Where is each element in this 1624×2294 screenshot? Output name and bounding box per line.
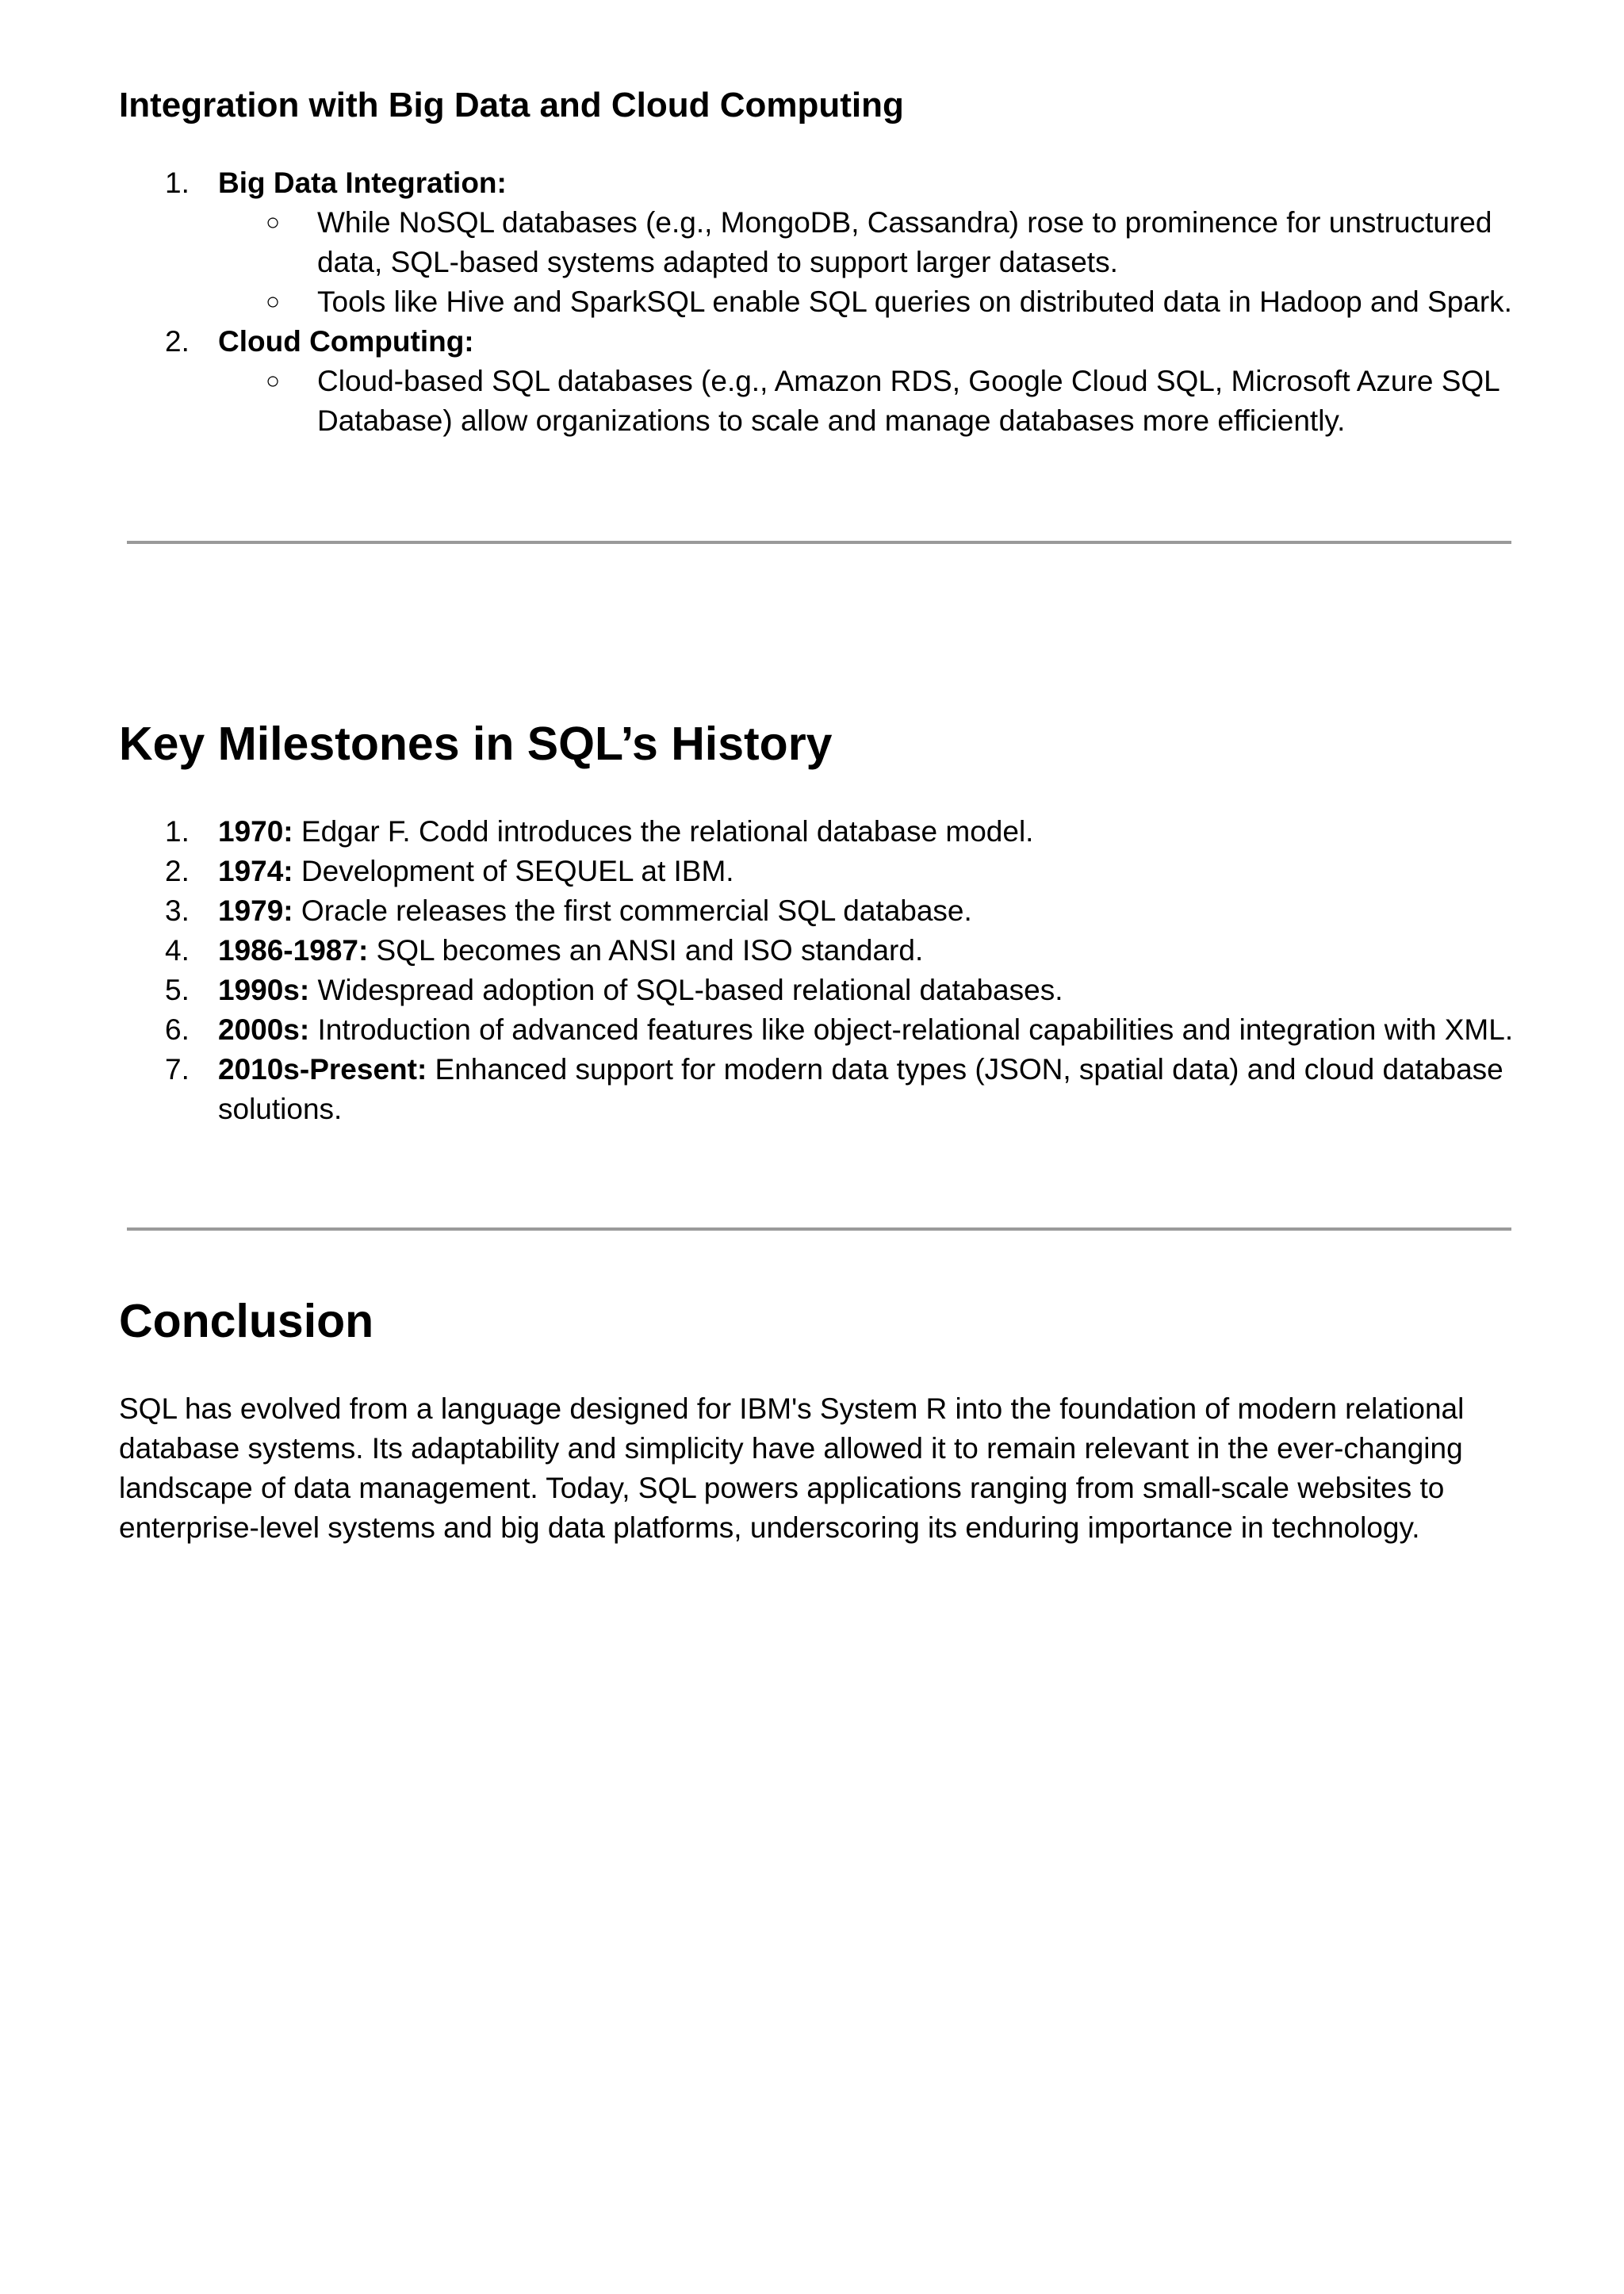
sublist (119, 203, 1515, 322)
sublist-container (119, 203, 1515, 322)
list-number: 2. (165, 855, 190, 887)
hollow-bullet-icon: ○ (266, 368, 281, 394)
list-number: 1. (165, 167, 190, 199)
milestone-text: Edgar F. Codd introduces the relational database model. (293, 815, 1034, 848)
list-item-label: Big Data Integration: (218, 167, 507, 199)
sublist-item-text: While NoSQL databases (e.g., MongoDB, Cassandra) rose to prominence for unstructured data, SQL-based systems adapted to support larger datasets. (317, 206, 1492, 278)
list-item (119, 163, 1515, 203)
list-item (119, 1010, 1515, 1050)
milestone-year: 1990s: (218, 974, 310, 1006)
sublist-item-text: Tools like Hive and SparkSQL enable SQL queries on distributed data in Hadoop and Spark. (317, 285, 1512, 318)
milestone-year: 1970: (218, 815, 293, 848)
list-number: 4. (165, 934, 190, 967)
list-item (119, 852, 1515, 891)
list-number: 5. (165, 974, 190, 1006)
list-number: 2. (165, 325, 190, 358)
list-item (119, 1050, 1515, 1129)
milestone-year: 1974: (218, 855, 293, 887)
milestone-year: 1979: (218, 894, 293, 927)
horizontal-divider (127, 541, 1511, 544)
conclusion-paragraph: SQL has evolved from a language designed for IBM's System R into the foundation of modern relational database systems. Its adaptability and simplicity have allowed it to remain relevant in the ever-changing landscape of data management. Today, SQL powers applications ranging from small-scale websites to enterprise-level systems and big data platforms, underscoring its enduring importance in technology. (119, 1392, 1465, 1544)
milestone-text: Enhanced support for modern data types (JSON, spatial data) and cloud database solutions. (218, 1053, 1503, 1125)
integration-heading: Integration with Big Data and Cloud Computing (119, 86, 904, 124)
sublist-item-text: Cloud-based SQL databases (e.g., Amazon RDS, Google Cloud SQL, Microsoft Azure SQL Database) allow organizations to scale and manage databases more efficiently. (317, 365, 1500, 437)
milestones-list (119, 812, 1515, 1129)
milestone-text: Development of SEQUEL at IBM. (293, 855, 734, 887)
milestone-text: SQL becomes an ANSI and ISO standard. (368, 934, 924, 967)
sublist-item (119, 282, 1515, 322)
milestone-year: 1986-1987: (218, 934, 369, 967)
milestone-year: 2010s-Present: (218, 1053, 427, 1086)
list-item-label: Cloud Computing: (218, 325, 474, 358)
list-item (119, 891, 1515, 931)
list-number: 1. (165, 815, 190, 848)
milestone-text: Widespread adoption of SQL-based relational databases. (309, 974, 1063, 1006)
milestones-heading: Key Milestones in SQL’s History (119, 718, 833, 770)
list-item (119, 971, 1515, 1010)
milestone-text: Introduction of advanced features like object-relational capabilities and integration with XML. (309, 1013, 1514, 1046)
hollow-bullet-icon: ○ (266, 289, 281, 315)
horizontal-divider (127, 1227, 1511, 1231)
milestone-text: Oracle releases the first commercial SQL database. (293, 894, 972, 927)
list-number: 6. (165, 1013, 190, 1046)
list-number: 7. (165, 1053, 190, 1086)
conclusion-heading: Conclusion (119, 1295, 374, 1347)
sublist-item (119, 362, 1515, 441)
hollow-bullet-icon: ○ (266, 209, 281, 236)
sublist-item (119, 203, 1515, 282)
sublist (119, 362, 1515, 441)
milestone-year: 2000s: (218, 1013, 310, 1046)
list-item (119, 931, 1515, 971)
list-item (119, 812, 1515, 852)
list-item (119, 322, 1515, 362)
list-number: 3. (165, 894, 190, 927)
sublist-container (119, 362, 1515, 441)
integration-list (119, 163, 1515, 441)
